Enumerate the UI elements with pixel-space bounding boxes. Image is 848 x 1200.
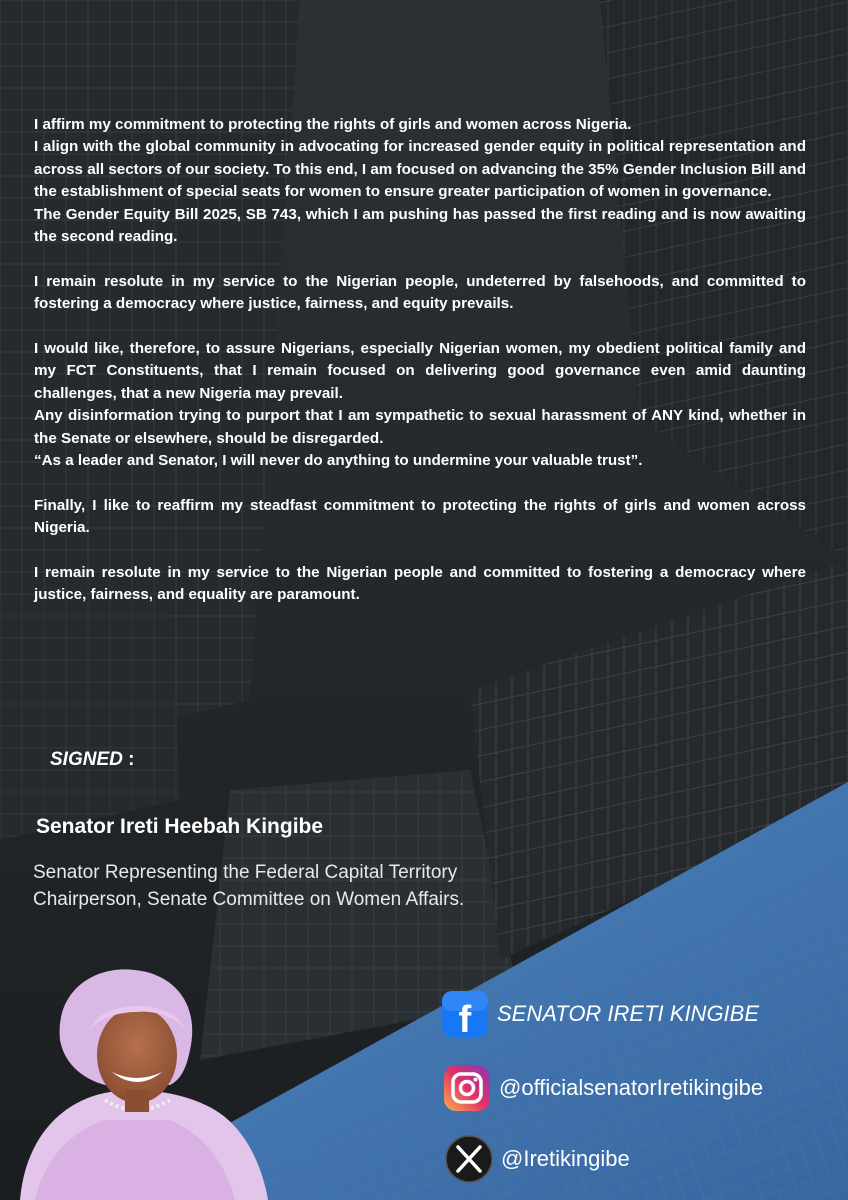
svg-text:f: f <box>458 999 472 1039</box>
facebook-handle: SENATOR IRETI KINGIBE <box>497 1001 760 1026</box>
x-icon <box>444 1134 494 1184</box>
statement-paragraph: I remain resolute in my service to the Nigerian people and committed to fostering a democracy where justice, fairness, and equality are paramount. <box>34 564 806 604</box>
signed-label: SIGNED <box>50 749 123 770</box>
instagram-icon <box>442 1063 492 1113</box>
x-link[interactable] <box>444 1134 630 1184</box>
signed-colon: : <box>122 749 135 770</box>
statement-paragraph: I affirm my commitment to protecting the rights of girls and women across Nigeria. <box>34 116 632 133</box>
instagram-handle: @officialsenatorIretikingibe <box>499 1075 764 1100</box>
role-line: Chairperson, Senate Committee on Women Affairs. <box>33 889 465 910</box>
statement-paragraph: “As a leader and Senator, I will never do anything to undermine your valuable trust”. <box>34 452 643 470</box>
facebook-icon <box>440 989 490 1039</box>
statement-paragraph: Finally, I like to reaffirm my steadfast commitment to protecting the rights of girls and women across Nigeria. <box>34 496 806 537</box>
signed-label-group <box>50 749 134 771</box>
statement-paragraph: The Gender Equity Bill 2025, SB 743, which I am pushing has passed the first reading and is now awaiting the second reading. <box>34 205 806 246</box>
statement-paragraph: I align with the global community in advocating for increased gender equity in political representation and across all sectors of our society. To this end, I am focused on advancing the 35% Gender Inclusion Bill and the establishment of special seats for women to ensure greater participation of women in governance. <box>34 138 806 201</box>
signer-roles <box>33 859 464 913</box>
senator-portrait <box>0 960 270 1200</box>
role-line: Senator Representing the Federal Capital Territory <box>33 862 458 883</box>
statement-paragraph: I would like, therefore, to assure Nigerians, especially Nigerian women, my obedient political family and my FCT Constituents, that I remain focused on delivering good governance even amid daunting challenges, that a new Nigeria may prevail. <box>34 340 806 402</box>
x-handle: @Iretikingibe <box>501 1146 630 1171</box>
instagram-link[interactable] <box>442 1063 763 1113</box>
facebook-link[interactable] <box>440 989 759 1039</box>
statement-paragraph: I remain resolute in my service to the Nigerian people, undeterred by falsehoods, and committed to fostering a democracy where justice, fairness, and equity prevails. <box>34 272 806 313</box>
statement-paragraph: Any disinformation trying to purport that I am sympathetic to sexual harassment of ANY kind, whether in the Senate or elsewhere, should be disregarded. <box>34 407 806 447</box>
statement-body <box>34 114 806 607</box>
signer-name: Senator Ireti Heebah Kingibe <box>36 815 324 838</box>
